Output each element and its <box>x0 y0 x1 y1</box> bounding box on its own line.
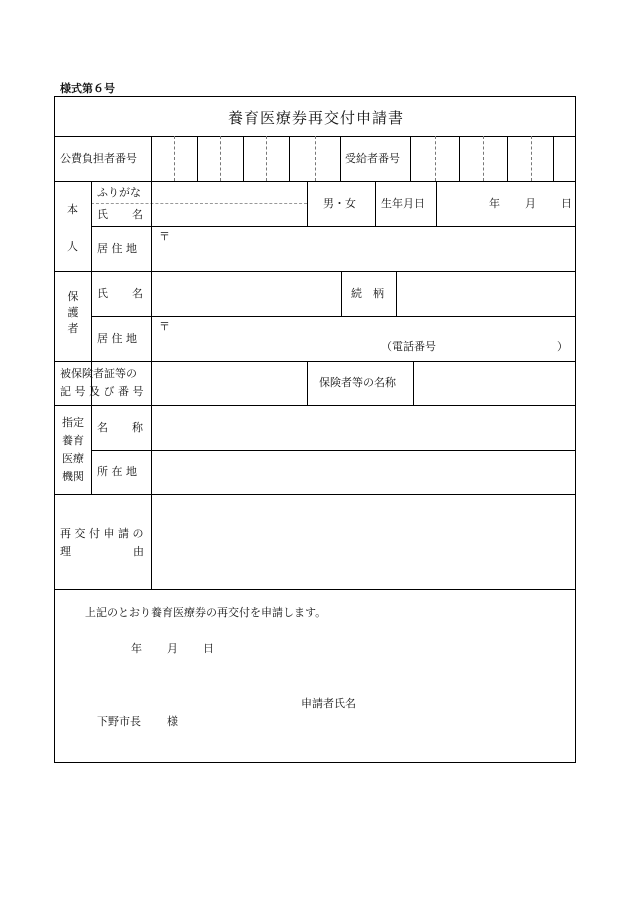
name-char-1: 氏 <box>97 208 108 221</box>
divider <box>55 494 575 495</box>
phone-close-paren: ） <box>557 340 568 353</box>
furigana-label: ふりがな <box>97 186 141 199</box>
reason-label-line2 <box>60 545 144 559</box>
institution-line-4: 機関 <box>62 470 84 483</box>
applicant-signature-label: 申請者氏名 <box>301 697 356 710</box>
divider <box>340 136 341 181</box>
digit-divider <box>243 136 244 181</box>
digit-divider <box>174 136 175 181</box>
divider <box>151 181 152 589</box>
reason-char-2: 由 <box>133 545 144 558</box>
kohi-number-label: 公費負担者番号 <box>60 152 137 165</box>
divider <box>413 361 414 405</box>
digit-divider <box>197 136 198 181</box>
divider <box>375 181 376 226</box>
insurance-label-line1: 被保険者証等の <box>60 367 137 380</box>
form-number-label: 様式第６号 <box>60 82 115 95</box>
insurance-label-line2: 記 号 及 び 番 号 <box>60 385 144 398</box>
digit-divider <box>459 136 460 181</box>
guardian-address-label: 居 住 地 <box>97 332 137 345</box>
divider <box>55 405 575 406</box>
divider <box>396 271 397 316</box>
divider <box>436 181 437 226</box>
guardian-name-label <box>97 287 143 301</box>
name-char-1: 名 <box>97 421 108 434</box>
divider <box>307 361 308 405</box>
guardian-char-2: 護 <box>67 306 79 319</box>
guardian-group-label <box>66 289 80 337</box>
divider <box>410 136 411 181</box>
dob-year-label: 年 <box>489 197 500 210</box>
insurer-name-label: 保険者等の名称 <box>319 376 396 389</box>
digit-divider <box>435 136 436 181</box>
divider <box>55 181 575 182</box>
institution-location-label: 所 在 地 <box>97 465 137 478</box>
guardian-char-1: 保 <box>67 290 79 303</box>
digit-divider <box>289 136 290 181</box>
form-title: 養育医療券再交付申請書 <box>227 109 404 127</box>
postal-mark: 〒 <box>159 320 170 333</box>
applicant-name-label <box>97 208 143 222</box>
guardian-char-3: 者 <box>67 322 79 335</box>
postal-mark: 〒 <box>159 230 170 243</box>
digit-divider <box>507 136 508 181</box>
application-form <box>54 96 576 763</box>
applicant-address-label: 居 住 地 <box>97 242 137 255</box>
institution-line-2: 養育 <box>62 434 84 447</box>
relation-label: 続 柄 <box>351 287 384 300</box>
divider <box>91 316 575 317</box>
digit-divider <box>315 136 316 181</box>
divider <box>55 271 575 272</box>
reason-char-1: 理 <box>60 545 71 558</box>
honorific-label: 様 <box>167 715 178 728</box>
institution-group-label <box>59 415 87 485</box>
divider <box>91 181 92 494</box>
digit-divider <box>553 136 554 181</box>
institution-name-label <box>97 421 143 435</box>
digit-divider <box>531 136 532 181</box>
reason-label-line1: 再 交 付 申 請 の <box>60 527 144 540</box>
name-char-2: 名 <box>132 287 143 300</box>
institution-line-3: 医療 <box>62 452 84 465</box>
dob-label: 生年月日 <box>381 197 425 210</box>
digit-divider <box>483 136 484 181</box>
name-char-2: 称 <box>132 421 143 434</box>
dob-month-label: 月 <box>525 197 536 210</box>
date-month-label: 月 <box>167 642 178 655</box>
divider <box>307 181 308 226</box>
divider <box>55 589 575 590</box>
name-char-1: 氏 <box>97 287 108 300</box>
applicant-group-label-bottom: 人 <box>67 240 78 253</box>
declaration-text: 上記のとおり養育医療券の再交付を申請します。 <box>85 606 327 619</box>
furigana-divider <box>91 203 307 204</box>
phone-label: （電話番号 <box>381 340 436 353</box>
divider <box>91 226 575 227</box>
divider <box>55 361 575 362</box>
divider <box>91 450 575 451</box>
digit-divider <box>220 136 221 181</box>
addressee-label: 下野市長 <box>97 715 141 728</box>
date-year-label: 年 <box>131 642 142 655</box>
divider <box>151 136 152 181</box>
dob-day-label: 日 <box>561 197 572 210</box>
date-day-label: 日 <box>203 642 214 655</box>
sex-select-label: 男・女 <box>323 197 356 210</box>
institution-line-1: 指定 <box>62 416 84 429</box>
divider <box>341 271 342 316</box>
name-char-2: 名 <box>132 208 143 221</box>
digit-divider <box>266 136 267 181</box>
applicant-group-label-top: 本 <box>67 203 78 216</box>
jukyu-number-label: 受給者番号 <box>345 152 400 165</box>
